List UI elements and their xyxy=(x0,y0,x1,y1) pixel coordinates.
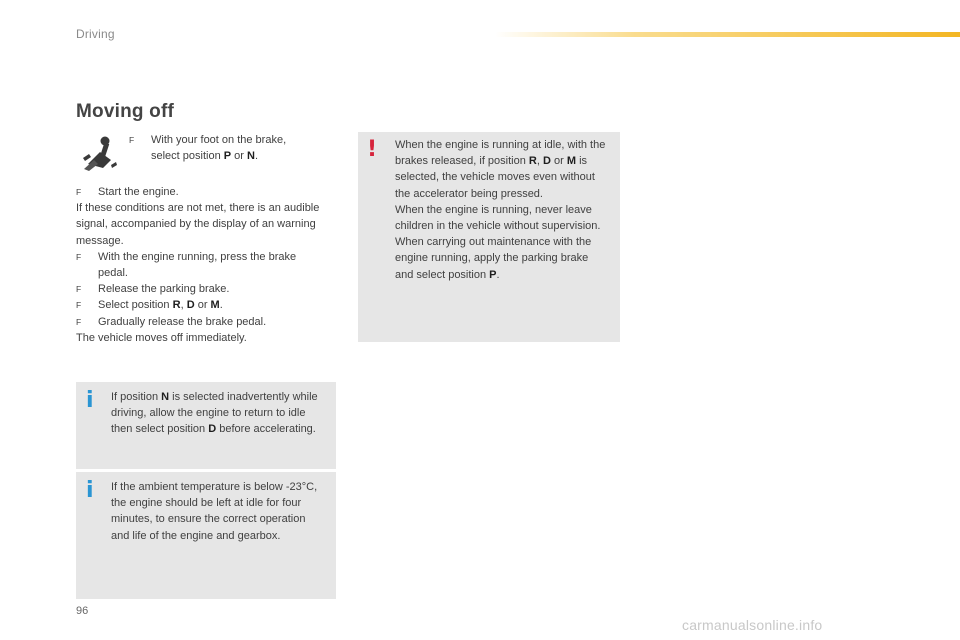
warning-icon: ! xyxy=(367,137,378,162)
step-note: The vehicle moves off immediately. xyxy=(76,331,247,344)
bullet-mark: F xyxy=(129,135,135,145)
step-item: F Gradually release the brake pedal. xyxy=(76,315,267,328)
gear-lever-icon xyxy=(80,134,118,172)
watermark: carmanualsonline.info xyxy=(682,617,823,633)
warning-box-text: When the engine is running at idle, with the brakes released, if position R, D or M is selected, the vehicle moves even without the accelerator being pressed. When the engine is running, never leave children in the vehicle without supervision. When carrying out maintenance with the engine running, apply the parking brake and select position P. xyxy=(395,139,606,281)
info-box-temperature xyxy=(76,472,336,599)
info-icon: i xyxy=(86,478,94,503)
warning-box xyxy=(358,132,620,342)
step-item: F Release the parking brake. xyxy=(76,283,230,296)
info-box-temperature-text: If the ambient temperature is below -23°C, the engine should be left at idle for four minutes, to ensure the correct operation and life of the engine and gearbox. xyxy=(111,481,318,542)
steps-list xyxy=(76,184,328,346)
step-note: If these conditions are not met, there is an audible signal, accompanied by the display of an warning message. xyxy=(76,202,320,247)
section-label: Driving xyxy=(76,27,115,41)
info-icon: i xyxy=(86,388,94,413)
header-accent-bar xyxy=(495,32,960,37)
page-number: 96 xyxy=(76,605,89,617)
info-box-neutral-text: If position N is selected inadvertently while driving, allow the engine to return to idle then select position D before accelerating. xyxy=(111,391,318,436)
step-item: F Select position R, D or M. xyxy=(76,299,223,312)
page-title: Moving off xyxy=(76,101,175,122)
step-item: F With the engine running, press the brake pedal. xyxy=(76,250,297,280)
intro-instruction: F With your foot on the brake, select position P or N. xyxy=(129,134,287,163)
info-box-neutral xyxy=(76,382,336,469)
step-item: F Start the engine. xyxy=(76,186,179,198)
